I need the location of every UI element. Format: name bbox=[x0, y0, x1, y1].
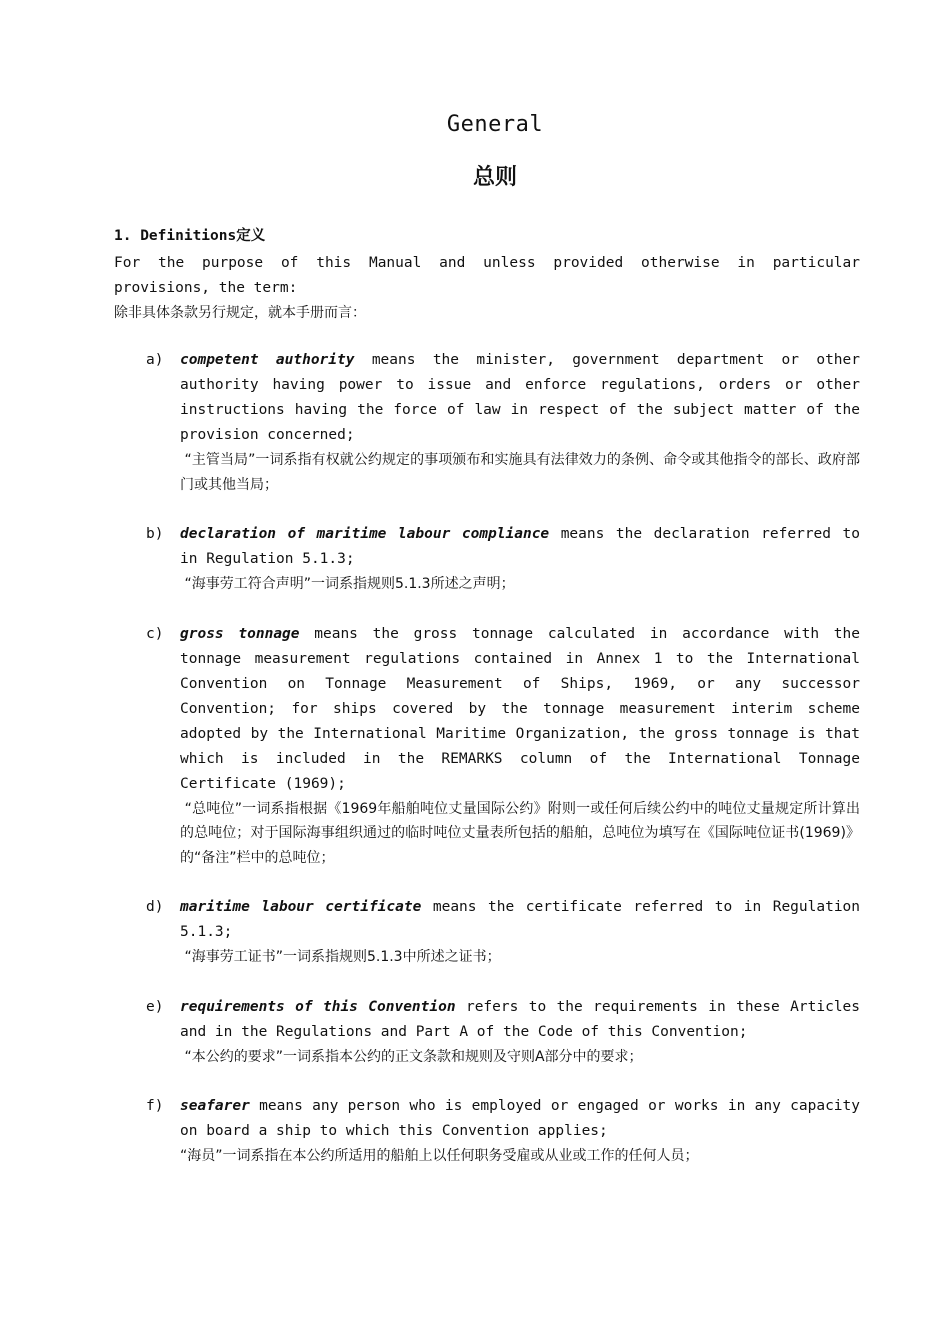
list-marker: f) bbox=[146, 1098, 164, 1114]
definition-text-chinese: “本公约的要求”一词系指本公约的正文条款和规则及守则A部分中的要求； bbox=[180, 1048, 643, 1065]
definition-body: means the minister, government department or other authority having power to issue and enforce regulations, orders or other instructions having the force of law in respect of the subject matter of the provision concerned; bbox=[180, 352, 860, 443]
definition-text-chinese: “总吨位”一词系指根据《1969年船舶吨位丈量国际公约》附则一或任何后续公约中的吨位丈量规定所计算出的总吨位；对于国际海事组织通过的临时吨位丈量表所包括的船舶，总吨位为填写在《国际吨位证书(1969)》的“备注”栏中的总吨位； bbox=[180, 800, 860, 866]
defined-term: seafarer bbox=[180, 1098, 250, 1114]
list-marker: d) bbox=[146, 899, 164, 915]
list-marker: c) bbox=[146, 625, 164, 642]
definitions-section bbox=[114, 226, 860, 325]
definition-item bbox=[146, 622, 860, 871]
definition-text bbox=[180, 348, 860, 448]
page-title: General bbox=[446, 112, 544, 137]
definition-text-chinese: “海事劳工符合声明”一词系指规则5.1.3所述之声明； bbox=[180, 576, 515, 592]
definitions-list bbox=[146, 348, 860, 1194]
definition-body: means the declaration referred to in Regulation 5.1.3; bbox=[180, 526, 861, 567]
definition-text-chinese: “海员”一词系指在本公约所适用的船舶上以任何职务受雇或从业或工作的任何人员； bbox=[180, 1148, 699, 1164]
page-title-chinese: 总则 bbox=[472, 165, 517, 190]
definition-text bbox=[180, 522, 860, 572]
intro-paragraph: For the purpose of this Manual and unless provided otherwise in particular provisions, the term: bbox=[114, 255, 860, 296]
definition-item bbox=[146, 995, 860, 1070]
section-heading bbox=[114, 226, 860, 246]
definition-text bbox=[180, 1094, 860, 1144]
definition-text bbox=[180, 895, 860, 945]
definition-text-chinese: “主管当局”一词系指有权就公约规定的事项颁布和实施具有法律效力的条例、命令或其他指令的部长、政府部门或其他当局； bbox=[180, 452, 860, 493]
definition-text bbox=[180, 995, 860, 1045]
definition-item bbox=[146, 522, 860, 597]
definition-text-chinese: “海事劳工证书”一词系指规则5.1.3中所述之证书； bbox=[180, 949, 501, 965]
definition-item bbox=[146, 895, 860, 970]
defined-term: gross tonnage bbox=[180, 625, 300, 642]
list-marker: a) bbox=[146, 352, 164, 368]
definition-item bbox=[146, 348, 860, 497]
defined-term: competent authority bbox=[180, 352, 355, 368]
definition-text bbox=[180, 622, 860, 797]
defined-term: maritime labour certificate bbox=[180, 899, 422, 915]
definition-body: means the certificate referred to in Regulation 5.1.3; bbox=[180, 899, 861, 940]
definition-body: means any person who is employed or engaged or works in any capacity on board a ship to which this Convention applies; bbox=[180, 1098, 860, 1139]
section-heading-en: 1. Definitions bbox=[114, 228, 237, 244]
definition-body: means the gross tonnage calculated in accordance with the tonnage measurement regulations contained in Annex 1 to the International Convention on Tonnage Measurement of Ships, 1969, or any successor Convention; for ships covered by the tonnage measurement interim scheme adopted by the International Maritime Organization, the gross tonnage is that which is included in the REMARKS column of the International Tonnage Certificate (1969); bbox=[180, 625, 860, 792]
definition-item bbox=[146, 1094, 860, 1169]
list-marker: b) bbox=[146, 526, 164, 542]
section-heading-zh: 定义 bbox=[236, 228, 266, 244]
definition-body: refers to the requirements in these Articles and in the Regulations and Part A of the Code of this Convention; bbox=[180, 998, 861, 1040]
list-marker: e) bbox=[146, 998, 164, 1015]
defined-term: declaration of maritime labour compliance bbox=[180, 526, 550, 542]
defined-term: requirements of this Convention bbox=[180, 998, 456, 1015]
intro-paragraph-chinese: 除非具体条款另行规定，就本手册而言： bbox=[114, 305, 366, 321]
